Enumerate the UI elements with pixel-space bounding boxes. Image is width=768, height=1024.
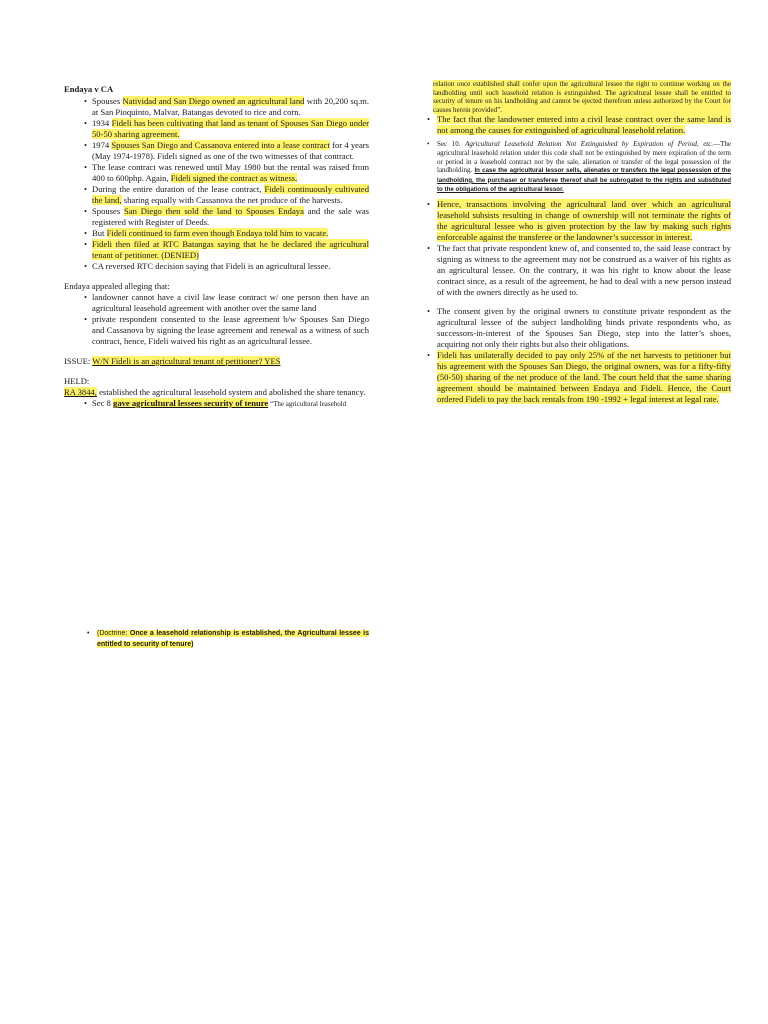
right-column xyxy=(425,80,731,405)
case-title: Endaya v CA xyxy=(64,84,114,94)
fact-item: • During the entire duration of the lease contract, Fideli continuously cultivated the land, sharing equally with Cassanova the net produce of the harvests. xyxy=(82,184,369,206)
doctrine-block xyxy=(85,628,369,650)
doctrine-item: • (Doctrine: Once a leasehold relationship is established, the Agricultural lessee is entitled to security of tenure) xyxy=(85,628,369,650)
left-column xyxy=(64,84,369,409)
appeal-item: • landowner cannot have a civil law lease contract w/ one person then have an agricultural leasehold agreement with another over the same land xyxy=(82,292,369,314)
held-text: RA 3844, established the agricultural leasehold system and abolished the share tenancy. xyxy=(64,387,366,397)
sec8-list xyxy=(64,398,369,409)
fact-item: • Fideli then filed at RTC Batangas saying that he be declared the agricultural tenant of petitioner. (DENIED) xyxy=(82,239,369,261)
list-item: • Sec 8 gave agricultural lessees security of tenure “The agricultural leasehold xyxy=(82,398,369,409)
appeal-item: • private respondent consented to the lease agreement b/w Spouses San Diego and Cassanova by signing the lease agreement and renewal as a witness of such contract, hence, Fideli waived his right as an agricultural lessee. xyxy=(82,314,369,347)
fact-item: • But Fideli continued to farm even though Endaya told him to vacate. xyxy=(82,228,369,239)
held-label: HELD: xyxy=(64,376,90,386)
issue: ISSUE: W/N Fideli is an agricultural tenant of petitioner? YES xyxy=(64,356,281,366)
fact-item: • CA reversed RTC decision saying that Fideli is an agricultural lessee. xyxy=(82,261,369,272)
list-item: • The fact that the landowner entered into a civil lease contract over the same land is not among the causes for extinguished of agricultural leasehold relation. xyxy=(425,114,731,136)
list-item: • The fact that private respondent knew of, and consented to, the said lease contract by signing as witness to the agreement may not be construed as a waiver of his rights as an agricultural lessee. On the contrary, it was his right to know about the lease contract since, as a result of the agreement, he had to deal with a new person instead of with the owners directly as he used to. xyxy=(425,243,731,298)
fact-item: • 1974 Spouses San Diego and Cassanova entered into a lease contract for 4 years (May 1974-1978). Fideli signed as one of the two witnesses of that contract. xyxy=(82,140,369,162)
fact-item: • 1934 Fideli has been cultivating that land as tenant of Spouses San Diego under 50-50 sharing agreement. xyxy=(82,118,369,140)
fact-item: • Spouses San Diego then sold the land to Spouses Endaya and the sale was registered with Register of Deeds. xyxy=(82,206,369,228)
list-item: • Hence, transactions involving the agricultural land over which an agricultural leasehold subsists resulting in change of ownership will not terminate the rights of the agricultural lessee who is given protection by the law by making such rights enforceable against the transferee or the landowner’s successor in interest. xyxy=(425,199,731,243)
facts-list xyxy=(64,96,369,272)
quote-continuation: relation once established shall confer upon the agricultural lessee the right to continue working on the landholding until such leasehold relation is extinguished. The agricultural lessee shall be entitled to security of tenure on his landholding and cannot be ejected therefrom unless authorized by the Court for causes herein provided”. xyxy=(433,80,731,114)
list-item: • The consent given by the original owners to constitute private respondent as the agricultural lessee of the subject landholding binds private respondents who, as successors-in-interest of the Spouses San Diego, step into the latter’s shoes, acquiring not only their rights but also their obligations. xyxy=(425,306,731,350)
list-item: • Fideli has unilaterally decided to pay only 25% of the net harvests to petitioner but his agreement with the Spouses San Diego, the original owners, was for a fifty-fifty (50-50) sharing of the net produce of the land. The court held that the same sharing agreement should be maintained between Endaya and Fideli. Hence, the Court ordered Fideli to pay the back rentals from 190 -1992 + legal interest at legal rate. xyxy=(425,350,731,405)
list-item: • Sec 10. Agricultural Leasehold Relation Not Extinguished by Expiration of Period, etc.—The agricultural leasehold relation under this code shall not be extinguished by mere expiration of the term or period in a leasehold contract nor by the sale, alienation or transfer of the legal possession of the landholding. In case the agricultural lessor sells, alienates or transfers the legal possession of the landholding, the purchaser or transferee thereof shall be subrogated to the rights and substituted to the obligations of the agricultural lessor. xyxy=(425,140,731,195)
fact-item: • The lease contract was renewed until May 1980 but the rental was raised from 400 to 600php. Again, Fideli signed the contract as witness. xyxy=(82,162,369,184)
appeal-intro: Endaya appealed alleging that: xyxy=(64,281,170,291)
fact-item: • Spouses Natividad and San Diego owned an agricultural land with 20,200 sq.m. at San Pioquinto, Malvar, Batangas devoted to rice and corn. xyxy=(82,96,369,118)
appeal-list xyxy=(64,292,369,347)
